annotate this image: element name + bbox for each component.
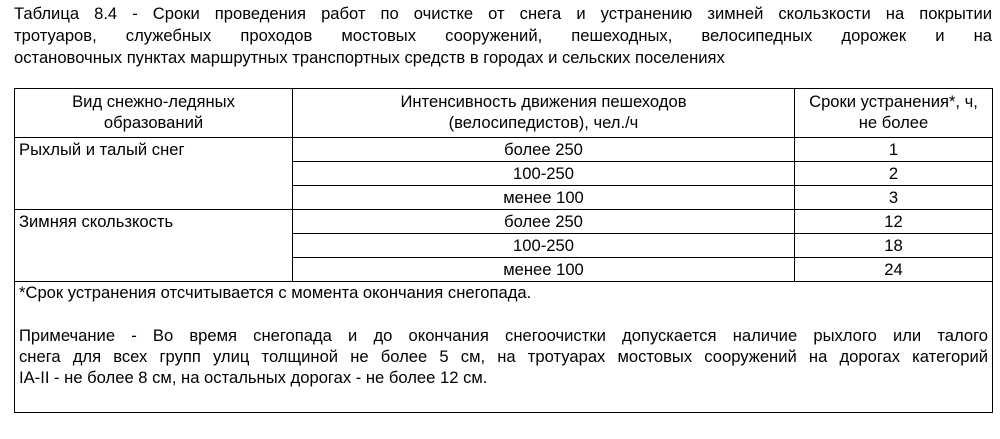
term-cell: 24 <box>795 258 993 282</box>
header-text: Интенсивность движения пешеходов <box>400 92 687 111</box>
term-cell: 3 <box>795 186 993 210</box>
header-text: Сроки устранения*, ч, <box>809 92 978 111</box>
term-cell: 12 <box>795 210 993 234</box>
note-line: IA-II - не более 8 см, на остальных дорогах - не более 12 см. <box>19 368 488 387</box>
intensity-cell: 100-250 <box>293 162 795 186</box>
header-cell-intensity <box>293 89 795 138</box>
intensity-cell: более 250 <box>293 138 795 162</box>
footnote: *Срок устранения отсчитывается с момента окончания снегопада. <box>19 283 532 302</box>
intensity-cell: более 250 <box>293 210 795 234</box>
intensity-cell: менее 100 <box>293 258 795 282</box>
note-paragraph <box>19 325 988 388</box>
table-caption <box>14 3 992 69</box>
header-text: не более <box>858 113 929 132</box>
header-text: (велосипедистов), чел./ч <box>448 113 639 132</box>
header-cell-term <box>795 89 993 138</box>
term-cell: 2 <box>795 162 993 186</box>
intensity-cell: 100-250 <box>293 234 795 258</box>
table-notes-row <box>15 282 993 413</box>
terms-table <box>14 88 993 413</box>
header-text: образований <box>103 113 204 132</box>
ice-type-cell: Зимняя скользкость <box>15 210 293 282</box>
caption-line: остановочных пунктах маршрутных транспортных средств в городах и сельских поселениях <box>14 48 725 67</box>
term-cell: 18 <box>795 234 993 258</box>
note-line: Примечание - Во время снегопада и до окончания снегоочистки допускается наличие рыхлого или талого <box>19 326 988 345</box>
note-line: снега для всех групп улиц толщиной не более 5 см, на тротуарах мостовых сооружений на дорогах категорий <box>19 347 988 366</box>
header-cell-type <box>15 89 293 138</box>
table-header-row <box>15 89 993 138</box>
ice-type-cell: Рыхлый и талый снег <box>15 138 293 210</box>
caption-line: Таблица 8.4 - Сроки проведения работ по очистке от снега и устранению зимней скользкости на покрытии <box>14 4 992 23</box>
header-text: Вид снежно-ледяных <box>72 92 235 111</box>
caption-line: тротуаров, служебных проходов мостовых сооружений, пешеходных, велосипедных дорожек и на <box>14 26 992 45</box>
table-row <box>15 138 993 162</box>
notes-cell <box>15 282 993 413</box>
table-row <box>15 210 993 234</box>
intensity-cell: менее 100 <box>293 186 795 210</box>
term-cell: 1 <box>795 138 993 162</box>
